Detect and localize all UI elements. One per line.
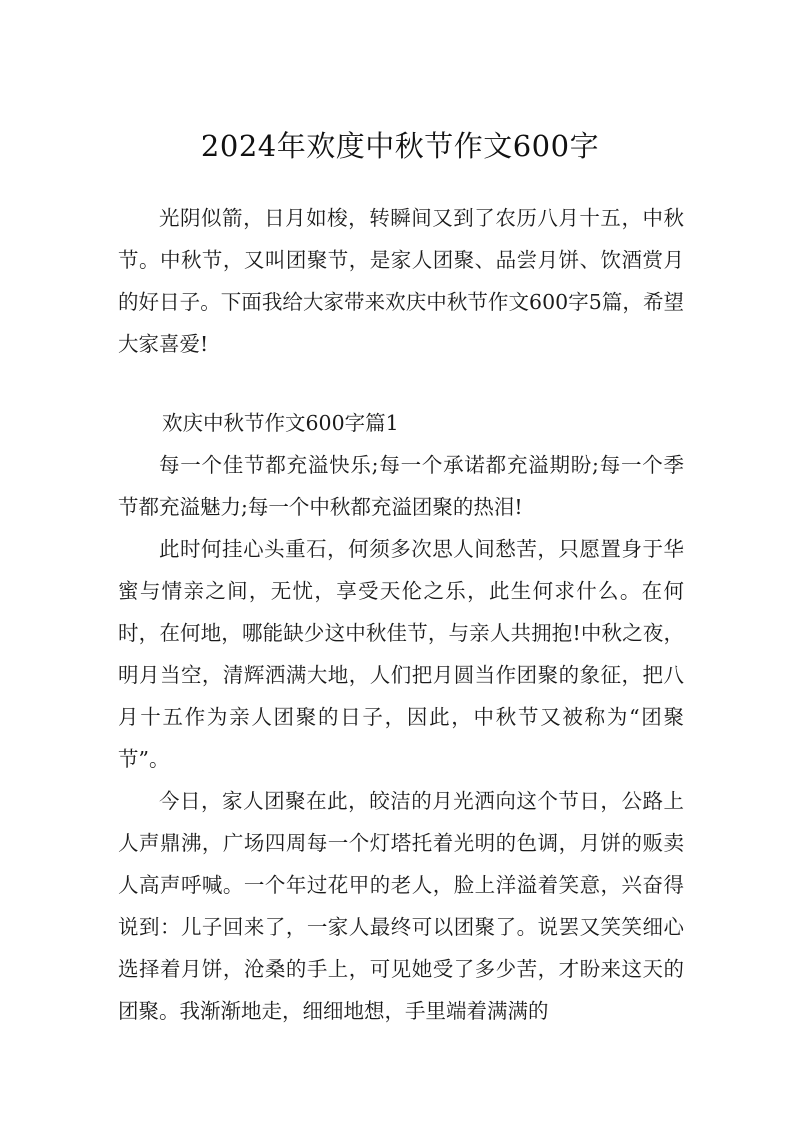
essay-paragraph: 每一个佳节都充溢快乐;每一个承诺都充溢期盼;每一个季节都充溢魅力;每一个中秋都充溢团聚的热泪! [118,453,684,519]
essay-paragraph: 此时何挂心头重石，何须多次思人间愁苦，只愿置身于华蜜与情亲之间，无忧，享受天伦之乐，此生何求什么。在何时，在何地，哪能缺少这中秋佳节，与亲人共拥抱!中秋之夜，明月当空，清辉洒满大地，人们把月圆当作团聚的象征，把八月十五作为亲人团聚的日子，因此，中秋节又被称为“团聚节”。 [118,537,684,771]
essay-body [118,444,684,1032]
intro-section [118,197,684,365]
document-title: 2024年欢度中秋节作文600字 [200,129,600,163]
intro-paragraph: 光阴似箭，日月如梭，转瞬间又到了农历八月十五，中秋节。中秋节，又叫团聚节，是家人团聚、品尝月饼、饮酒赏月的好日子。下面我给大家带来欢庆中秋节作文600字5篇，希望大家喜爱! [118,206,684,356]
essay-paragraph: 今日，家人团聚在此，皎洁的月光洒向这个节日，公路上人声鼎沸，广场四周每一个灯塔托着光明的色调，月饼的贩卖人高声呼喊。一个年过花甲的老人，脸上洋溢着笑意，兴奋得说到：儿子回来了，一家人最终可以团聚了。说罢又笑笑细心选择着月饼，沧桑的手上，可见她受了多少苦，才盼来这天的团聚。我渐渐地走，细细地想，手里端着满满的 [118,789,684,1023]
section-heading: 欢庆中秋节作文600字篇1 [162,411,399,435]
